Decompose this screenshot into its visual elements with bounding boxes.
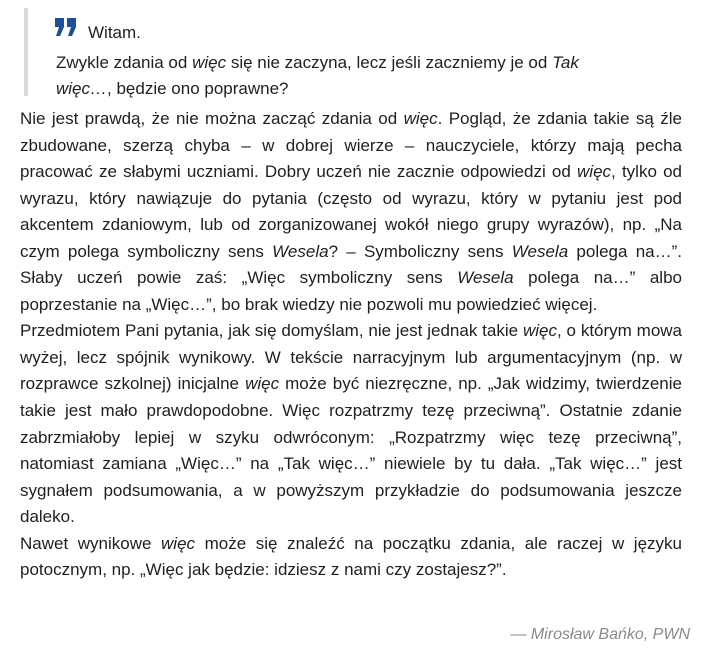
answer-paragraph: Przedmiotem Pani pytania, jak się domyślam, nie jest jednak takie więc, o którym mowa wyżej, lecz spójnik wynikowy. W tekście narracyjnym lub argumentacyjnym (np. w rozprawce szkolnej) inicjalne więc może być niezręczne, np. „Jak widzimy, twierdzenie takie jest mało prawdopodobne. Więc rozpatrzmy tezę przeciwną”. Ostatnie zdanie zabrzmiałoby lepiej w szyku odwróconym: „Rozpatrzmy więc tezę przeciwną”, natomiast zamiana „Więc…” na „Tak więc…” niewiele by tu dała. „Tak więc…” jest sygnałem podsumowania, a w powyższym przykładzie do podsumowania jeszcze daleko. [20,321,683,527]
question-line: więc…, będzie ono poprawne? [56,79,289,98]
quote-mark-icon [54,16,78,38]
question-blockquote [24,8,696,96]
answer-paragraph: Nawet wynikowe więc może się znaleźć na początku zdania, ale raczej w języku potocznym, np. „Więc jak będzie: idziesz z nami czy zostajesz?”. [20,533,682,580]
answer-text [20,106,682,584]
question-line: Zwykle zdania od więc się nie zaczyna, lecz jeśli zaczniemy je od Tak [56,53,579,72]
author-signature: — Mirosław Bańko, PWN [510,626,690,643]
answer-paragraph: Nie jest prawdą, że nie można zacząć zdania od więc. Pogląd, że zdania takie są źle zbudowane, szerzą chyba – w dobrej wierze – nauczyciele, którzy mają pecha pracować ze słabymi uczniami. Dobry uczeń nie zacznie odpowiedzi od więc, tylko od wyrazu, który nawiązuje do pytania (często od wyrazu, który w pytaniu jest pod akcentem zdaniowym, lub od zorganizowanej wokół niego grupy wyrazów), np. „Na czym polega symboliczny sens Wesela? – Symboliczny sens Wesela polega na…”. Słaby uczeń powie zaś: „Więc symboliczny sens Wesela polega na…” albo poprzestanie na „Więc…”, bo brak wiedzy nie pozwoli mu powiedzieć więcej. [20,109,682,314]
question-greeting: Witam. [88,23,141,42]
